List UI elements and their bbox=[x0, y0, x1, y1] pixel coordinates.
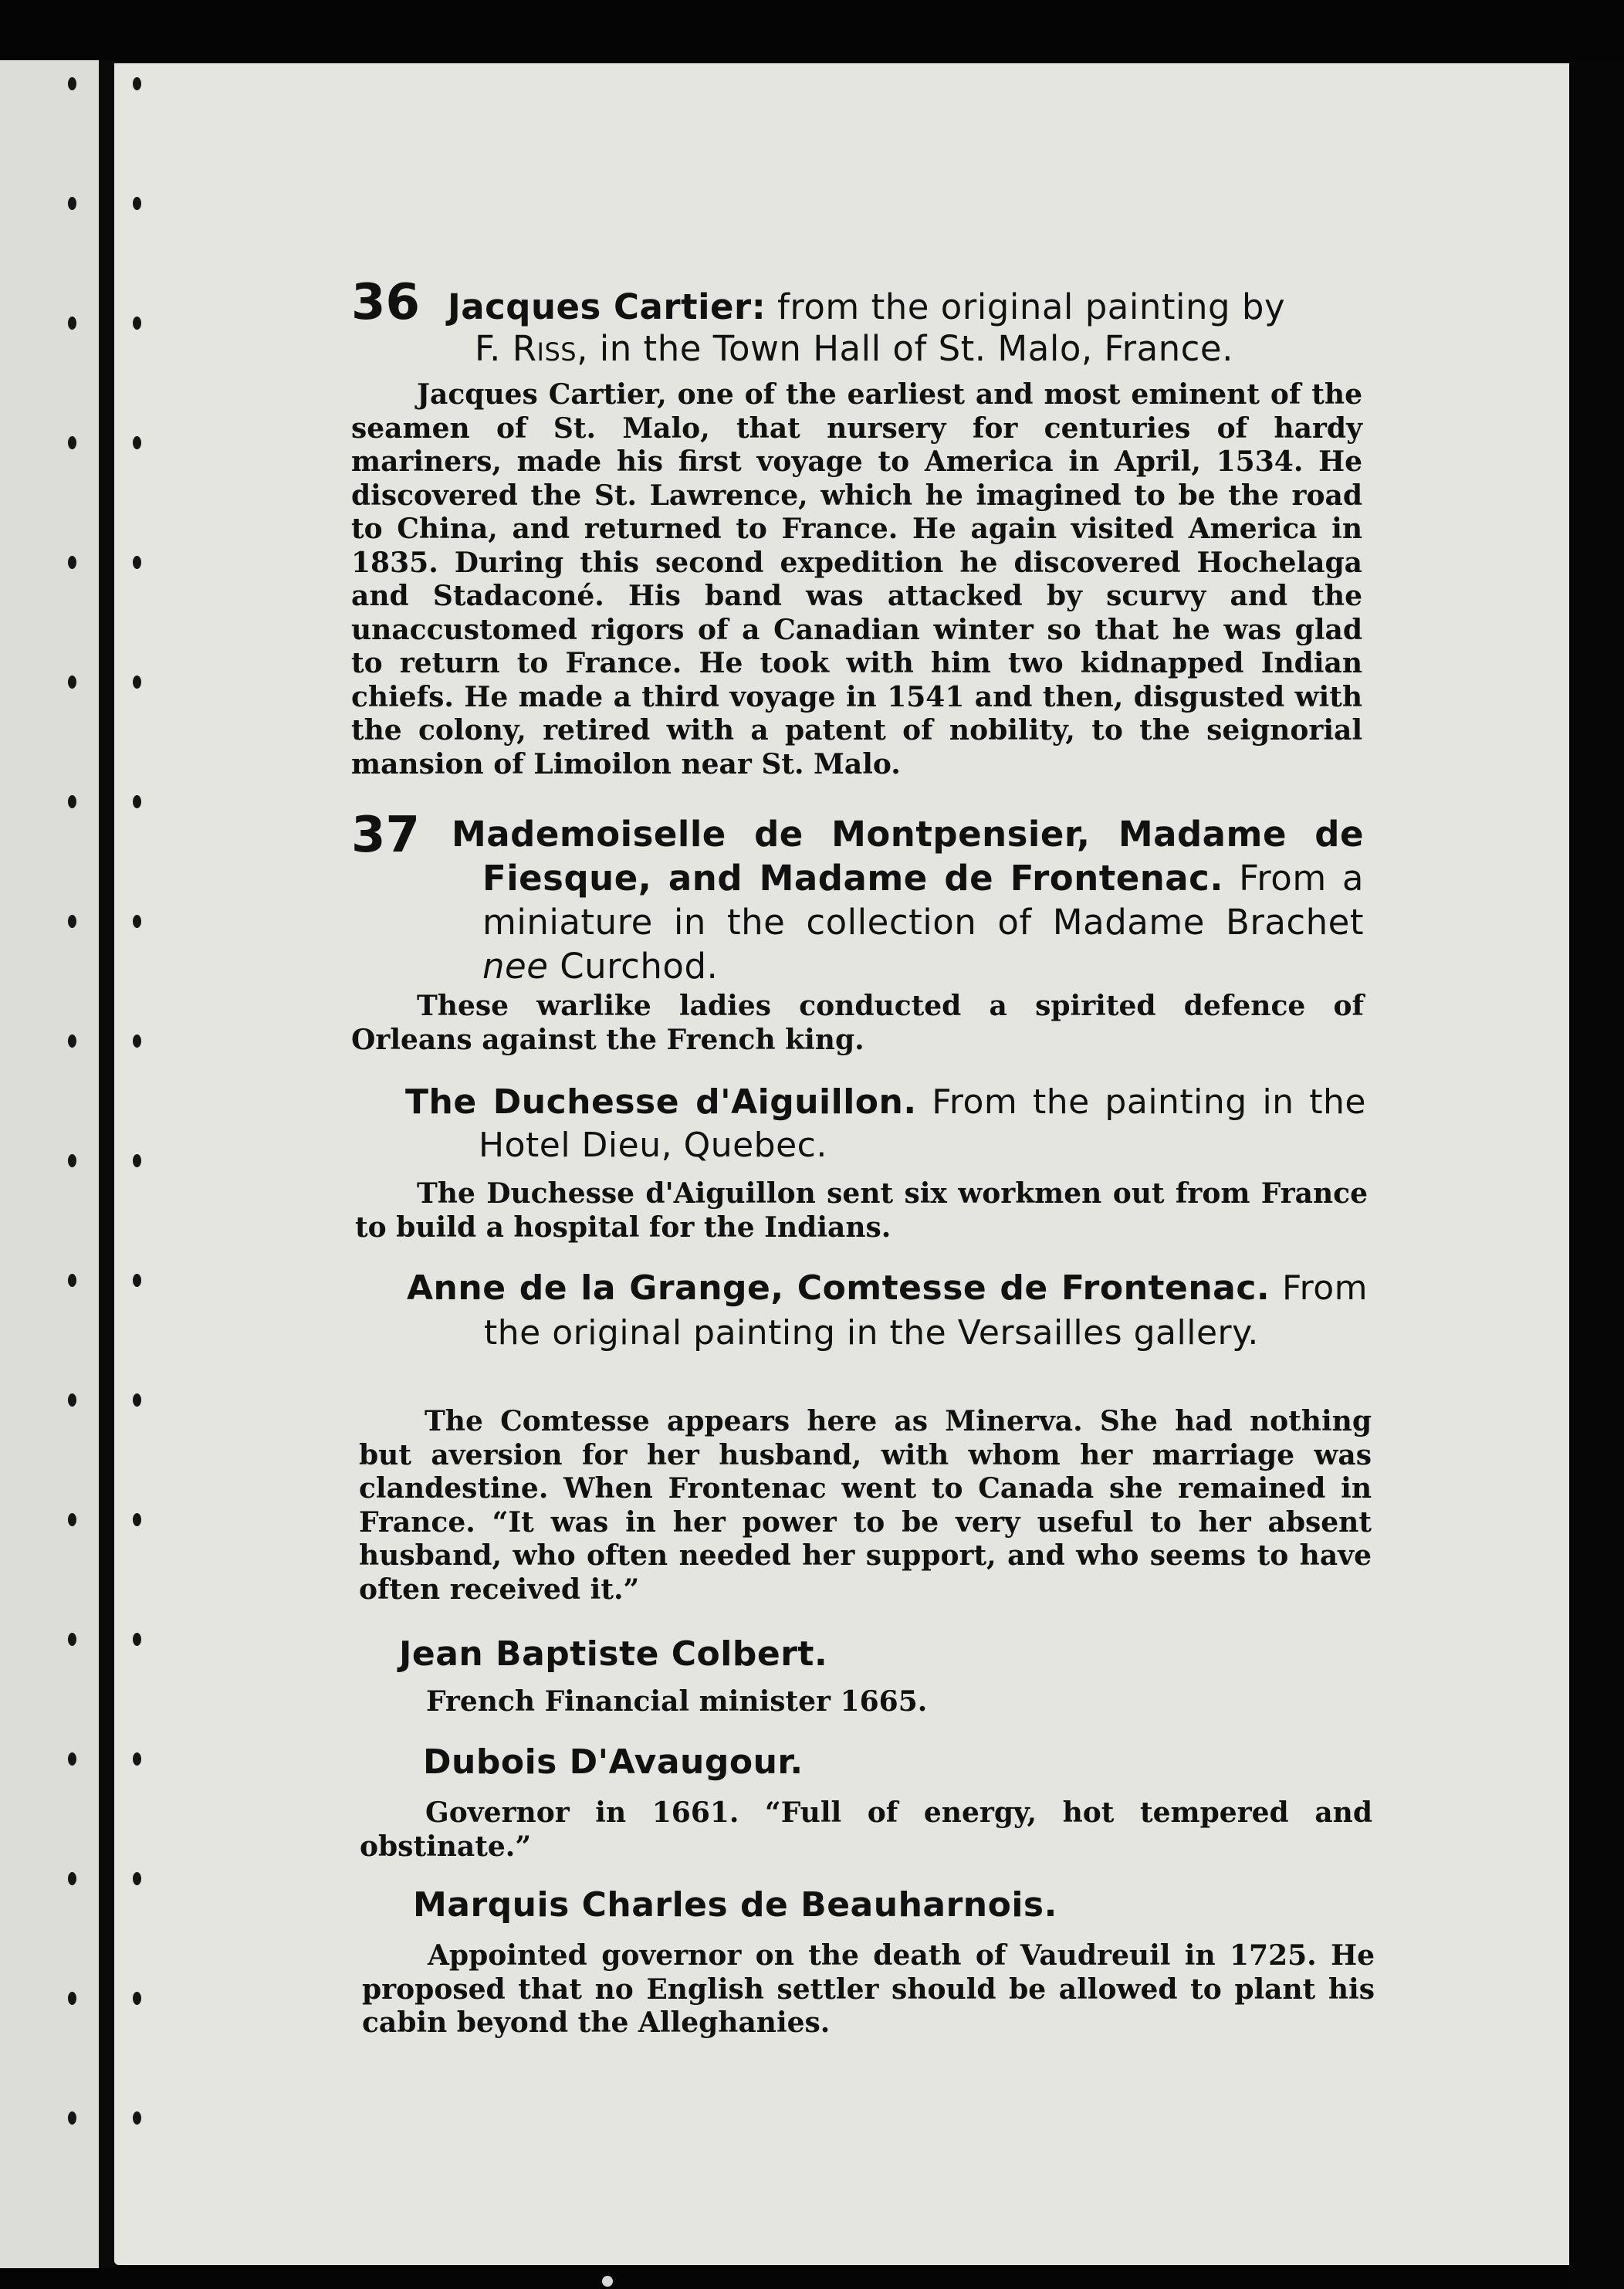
binding-hole bbox=[68, 915, 76, 928]
heading-text: F. bbox=[475, 328, 513, 369]
binding-hole bbox=[133, 1872, 141, 1885]
heading-name: The Duchesse d'Aiguillon. bbox=[405, 1082, 917, 1122]
entry-description: Governor in 1661. “Full of energy, hot tempered and obstinate.” bbox=[360, 1796, 1372, 1863]
binding-hole bbox=[133, 2111, 141, 2125]
entry-description: The Duchesse d'Aiguillon sent six workmen out from France to build a hospital for the Indians. bbox=[355, 1177, 1368, 1244]
entry-colbert bbox=[399, 1633, 1364, 1718]
binding-edge bbox=[99, 60, 114, 2268]
entry-heading bbox=[407, 1266, 1368, 1356]
binding-hole bbox=[68, 556, 76, 569]
binding-hole bbox=[133, 436, 141, 449]
binding-hole bbox=[133, 556, 141, 569]
heading-text: From the painting in the Hotel Dieu, Quebec. bbox=[479, 1082, 1366, 1165]
binding-hole bbox=[68, 1393, 76, 1407]
entry-duchesse-aiguillon bbox=[355, 1081, 1368, 1244]
binding-hole bbox=[68, 77, 76, 90]
binding-hole bbox=[133, 317, 141, 330]
entry-description: Appointed governor on the death of Vaudreuil in 1725. He proposed that no English settler should be allowed to plant his cabin beyond the Alleghanies. bbox=[362, 1939, 1375, 2039]
binding-hole bbox=[68, 1154, 76, 1167]
heading-text: From the original painting in the Versailles gallery. bbox=[484, 1268, 1369, 1353]
entry-number: 37 bbox=[351, 807, 421, 864]
heading-name: Mademoiselle de Montpensier, Madame de Fiesque, and Madame de Frontenac. bbox=[452, 814, 1364, 899]
heading-text-smallcaps: Riss bbox=[512, 328, 577, 369]
binding-hole bbox=[68, 1274, 76, 1287]
entry-heading bbox=[423, 1741, 1372, 1784]
heading-name: Dubois D'Avaugour. bbox=[423, 1742, 804, 1782]
binding-hole bbox=[133, 1513, 141, 1526]
heading-name: Marquis Charles de Beauharnois. bbox=[413, 1885, 1057, 1925]
binding-hole bbox=[68, 676, 76, 689]
right-page-edge bbox=[1569, 60, 1624, 2289]
binding-hole bbox=[133, 197, 141, 210]
binding-hole bbox=[133, 915, 141, 928]
heading-name: Anne de la Grange, Comtesse de Frontenac. bbox=[407, 1268, 1270, 1308]
scan-artifact-dot bbox=[602, 2276, 613, 2287]
heading-text-italic: nee bbox=[482, 946, 549, 987]
entry-heading bbox=[452, 812, 1364, 988]
binding-hole bbox=[133, 1992, 141, 2005]
left-margin-strip bbox=[0, 60, 99, 2268]
binding-hole bbox=[68, 317, 76, 330]
heading-text: from the original painting by bbox=[766, 286, 1286, 327]
binding-hole bbox=[133, 1274, 141, 1287]
entry-avaugour bbox=[360, 1741, 1372, 1863]
binding-hole bbox=[133, 795, 141, 808]
entry-heading bbox=[413, 1884, 1374, 1927]
binding-hole bbox=[68, 197, 76, 210]
binding-hole bbox=[133, 1393, 141, 1407]
binding-hole bbox=[133, 1752, 141, 1766]
binding-hole bbox=[133, 676, 141, 689]
binding-hole bbox=[68, 1992, 76, 2005]
binding-hole bbox=[68, 436, 76, 449]
heading-text: , in the Town Hall of St. Malo, France. bbox=[577, 328, 1233, 369]
heading-name: Jean Baptiste Colbert. bbox=[399, 1634, 828, 1674]
binding-hole bbox=[68, 1872, 76, 1885]
entry-description: Jacques Cartier, one of the earliest and most eminent of the seamen of St. Malo, that nursery for centuries of hardy mariners, made his first voyage to America in April, 1534. He discovered the St. Lawrence, which he imagined to be the road to China, and returned to France. He again visited America in 1835. During this second expedition he discovered Hochelaga and Stadaconé. His band was attacked by scurvy and the unaccustomed rigors of a Canadian winter so that he was glad to return to France. He took with him two kidnapped Indian chiefs. He made a third voyage in 1541 and then, disgusted with the colony, retired with a patent of nobility, to the seignorial mansion of Limoilon near St. Malo. bbox=[351, 378, 1362, 780]
binding-hole bbox=[68, 2111, 76, 2125]
heading-text: From a miniature in the collection of Madame Brachet bbox=[482, 858, 1364, 943]
binding-hole bbox=[133, 1633, 141, 1646]
binding-hole bbox=[133, 1154, 141, 1167]
heading-text: Curchod. bbox=[548, 946, 719, 987]
entry-beauharnois bbox=[362, 1884, 1375, 2039]
entry-description: French Financial minister 1665. bbox=[426, 1685, 928, 1718]
entry-heading bbox=[448, 286, 1366, 329]
entry-anne-de-la-grange bbox=[359, 1266, 1372, 1606]
entry-heading-line2 bbox=[475, 327, 1362, 371]
binding-hole bbox=[68, 1752, 76, 1766]
binding-hole bbox=[68, 795, 76, 808]
binding-hole bbox=[68, 1633, 76, 1646]
entry-heading bbox=[405, 1081, 1366, 1167]
entry-number: 36 bbox=[351, 274, 421, 331]
binding-hole bbox=[68, 1513, 76, 1526]
heading-name: Jacques Cartier: bbox=[448, 286, 766, 327]
entry-heading bbox=[399, 1633, 1364, 1676]
binding-hole bbox=[133, 77, 141, 90]
binding-hole bbox=[133, 1034, 141, 1048]
entry-description: These warlike ladies conducted a spirited defence of Orleans against the French king. bbox=[351, 990, 1364, 1056]
entry-description: The Comtesse appears here as Minerva. She had nothing but aversion for her husband, with whom her marriage was clandestine. When Frontenac went to Canada she remained in France. “It was in her power to be very useful to her absent husband, who often needed her support, and who seems to have often received it.” bbox=[359, 1405, 1372, 1606]
binding-hole bbox=[68, 1034, 76, 1048]
